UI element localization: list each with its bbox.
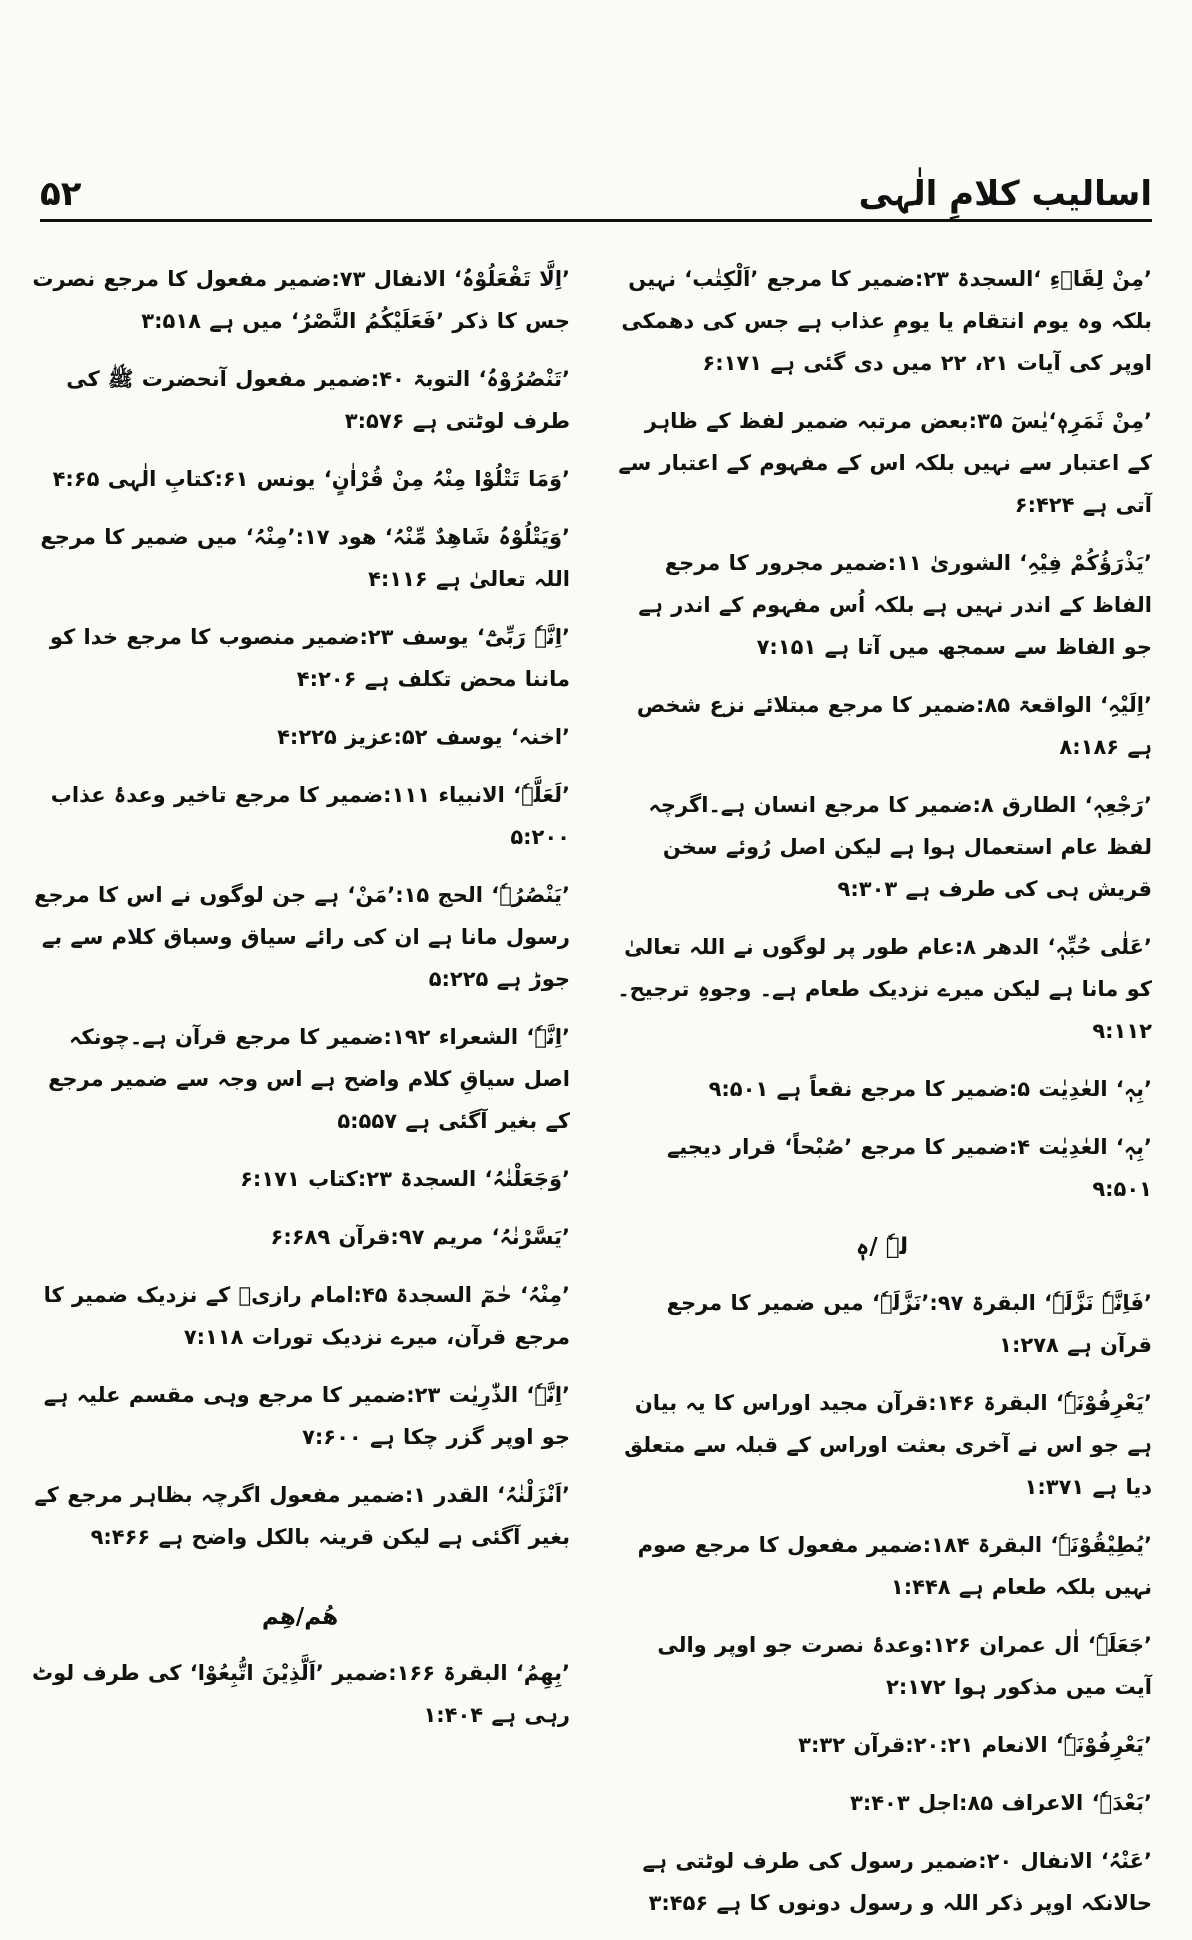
index-entry: ’یَعْرِفُوْنَہٗ‘ البقرۃ ۱۴۶:قرآن مجید اوراس کا یہ بیان ہے جو اس نے آخری بعثت اوراس کے قبلہ سے متعلق دیا ہے ۱:۳۷۱ bbox=[624, 1391, 1152, 1499]
index-entry: ’اِنَّہٗ رَبِّیْٓ‘ یوسف ۲۳:ضمیر منصوب کا مرجع خدا کو ماننا محض تکلف ہے ۴:۲۰۶ bbox=[49, 625, 570, 691]
index-entry: ’عَنْہُ‘ الانفال ۲۰:ضمیر رسول کی طرف لوٹتی ہے حالانکہ اوپر ذکر اللہ و رسول دونوں کا ہے ۳:۴۵۶ bbox=[642, 1849, 1152, 1915]
index-entry: ’تَنْصُرُوْہُ‘ التوبۃ ۴۰:ضمیر مفعول آنحضرت ﷺ کی طرف لوٹتی ہے ۳:۵۷۶ bbox=[66, 367, 570, 433]
right-column bbox=[612, 258, 1152, 1940]
index-entry: ’اِنَّہٗ‘ الشعراء ۱۹۲:ضمیر کا مرجع قرآن ہے۔چونکہ اصل سیاقِ کلام واضح ہے اس وجہ سے ضمیر مرجع کے بغیر آگئی ہے ۵:۵۵۷ bbox=[48, 1025, 570, 1133]
left-entries-b bbox=[30, 1652, 570, 1736]
section-heading-lahu: لہٗ /ہٖ bbox=[855, 1234, 909, 1260]
index-entry: ’فَاِنَّہٗ نَزَّلَہٗ‘ البقرۃ ۹۷:’نَزَّلَہٗ‘ میں ضمیر کا مرجع قرآن ہے ۱:۲۷۸ bbox=[666, 1291, 1152, 1357]
index-entry: ’اِلَیْہِ‘ الواقعۃ ۸۵:ضمیر کا مرجع مبتلائے نزع شخص ہے ۸:۱۸۶ bbox=[636, 693, 1152, 759]
index-entry: ’یُطِیْقُوْنَہٗ‘ البقرۃ ۱۸۴:ضمیر مفعول کا مرجع صوم نہیں بلکہ طعام ہے ۱:۴۴۸ bbox=[637, 1533, 1152, 1599]
index-entry: ’اخنہ‘ یوسف ۵۲:عزیز ۴:۲۲۵ bbox=[277, 725, 570, 749]
header-rule bbox=[40, 219, 1152, 222]
index-entry: ’مِنْ لِقَاۗءِ ‘السجدۃ ۲۳:ضمیر کا مرجع ’اَلْکِتٰب‘ نہیں بلکہ وہ یوم انتقام یا یومِ عذاب ہے جس کی دھمکی اوپر کی آیات ۲۱، ۲۲ میں دی گئی ہے ۶:۱۷۱ bbox=[621, 267, 1152, 375]
left-column bbox=[30, 258, 570, 1752]
index-entry: ’عَلٰی حُبِّہٖ‘ الدھر ۸:عام طور پر لوگوں نے اللہ تعالیٰ کو مانا ہے لیکن میرے نزدیک طعام ہے۔ وجوہِ ترجیح۔۹:۱۱۲ bbox=[617, 935, 1152, 1043]
index-entry: ’وَمَا تَتْلُوْا مِنْہُ مِنْ قُرْاٰنٍ‘ یونس ۶۱:کتابِ الٰہی ۴:۶۵ bbox=[52, 467, 570, 491]
right-entries-b bbox=[612, 1282, 1152, 1924]
index-entry: ’رَجْعِہٖ‘ الطارق ۸:ضمیر کا مرجع انسان ہے۔اگرچہ لفظ عام استعمال ہوا ہے لیکن اصل رُوئے سخن قریش ہی کی طرف ہے ۹:۳۰۳ bbox=[648, 793, 1152, 901]
index-entry: ’لَعَلَّہٗ‘ الانبیاء ۱۱۱:ضمیر کا مرجع تاخیر وعدۂ عذاب ۵:۲۰۰ bbox=[50, 783, 570, 849]
index-entry: ’جَعَلَہٗ‘ اٰل عمران ۱۲۶:وعدۂ نصرت جو اوپر والی آیت میں مذکور ہوا ۲:۱۷۲ bbox=[657, 1633, 1152, 1699]
index-entry: ’یَعْرِفُوْنَہٗ‘ الانعام ۲۰:۲۱:قرآن ۳:۳۲ bbox=[798, 1733, 1152, 1757]
index-entry: ’یَذْرَؤُکُمْ فِیْہِ‘ الشوریٰ ۱۱:ضمیر مجرور کا مرجع الفاظ کے اندر نہیں ہے بلکہ اُس مفہوم کے اندر ہے جو الفاظ سے سمجھ میں آتا ہے ۷:۱۵۱ bbox=[638, 551, 1152, 659]
index-entry: ’مِنْہُ‘ حٰمٓ السجدۃ ۴۵:امام رازیؒ کے نزدیک ضمیر کا مرجع قرآن، میرے نزدیک تورات ۷:۱۱۸ bbox=[43, 1283, 570, 1349]
index-entry: ’بِہٖ‘ العٰدِیٰت ۴:ضمیر کا مرجع ’صُبْحاً‘ قرار دیجیے ۹:۵۰۱ bbox=[667, 1135, 1152, 1201]
section-heading-hum: ھُم/ھِم bbox=[261, 1604, 339, 1630]
index-entry: ’مِنْ ثَمَرِہٖ‘یٰسٓ ۳۵:بعض مرتبہ ضمیر لفظ کے ظاہر کے اعتبار سے نہیں بلکہ اس کے مفہوم کے اعتبار سے آتی ہے ۶:۴۲۴ bbox=[618, 409, 1152, 517]
index-entry: ’یَسَّرْنٰہُ‘ مریم ۹۷:قرآن ۶:۶۸۹ bbox=[270, 1225, 570, 1249]
right-entries-a bbox=[612, 258, 1152, 1210]
index-entry: ’اَنْزَلْنٰہُ‘ القدر ۱:ضمیر مفعول اگرچہ بظاہر مرجع کے بغیر آگئی ہے لیکن قرینہ بالکل واضح ہے ۹:۴۶۶ bbox=[34, 1483, 570, 1549]
page-number: ۵۲ bbox=[40, 174, 82, 214]
left-entries-a bbox=[30, 258, 570, 1558]
page-header bbox=[40, 160, 1152, 214]
index-entry: ’وَجَعَلْنٰہُ‘ السجدۃ ۲۳:کتاب ۶:۱۷۱ bbox=[240, 1167, 570, 1191]
index-entry: ’یَنْصُرُہٗ‘ الحج ۱۵:’مَنْ‘ ہے جن لوگوں نے اس کا مرجع رسول مانا ہے ان کی رائے سیاق وسباق کلام سے بے جوڑ ہے ۵:۲۲۵ bbox=[34, 883, 570, 991]
index-entry: ’اِلَّا تَفْعَلُوْہُ‘ الانفال ۷۳:ضمیر مفعول کا مرجع نصرت جس کا ذکر ’فَعَلَیْکُمُ النَّصْرُ‘ میں ہے ۳:۵۱۸ bbox=[32, 267, 570, 333]
page-title: اسالیب کلامِ الٰہی bbox=[858, 174, 1152, 214]
index-entry: ’بَعْدَہٗ‘ الاعراف ۸۵:اجل ۳:۴۰۳ bbox=[850, 1791, 1152, 1815]
index-entry: ’بِہٖ‘ العٰدِیٰت ۵:ضمیر کا مرجع نقعاً ہے ۹:۵۰۱ bbox=[708, 1077, 1152, 1101]
index-entry: ’وَیَتْلُوْہُ شَاھِدٌ مِّنْہُ‘ ھود ۱۷:’مِنْہُ‘ میں ضمیر کا مرجع اللہ تعالیٰ ہے ۴:۱۱۶ bbox=[40, 525, 570, 591]
index-entry: ’اِنَّہٗ‘ الذّٰرِیٰت ۲۳:ضمیر کا مرجع وہی مقسم علیہ ہے جو اوپر گزر چکا ہے ۷:۶۰۰ bbox=[43, 1383, 570, 1449]
index-entry: ’بِھِمُ‘ البقرۃ ۱۶۶:ضمیر ’اَلَّذِیْنَ اتُّبِعُوْا‘ کی طرف لوٹ رہی ہے ۱:۴۰۴ bbox=[31, 1661, 570, 1727]
